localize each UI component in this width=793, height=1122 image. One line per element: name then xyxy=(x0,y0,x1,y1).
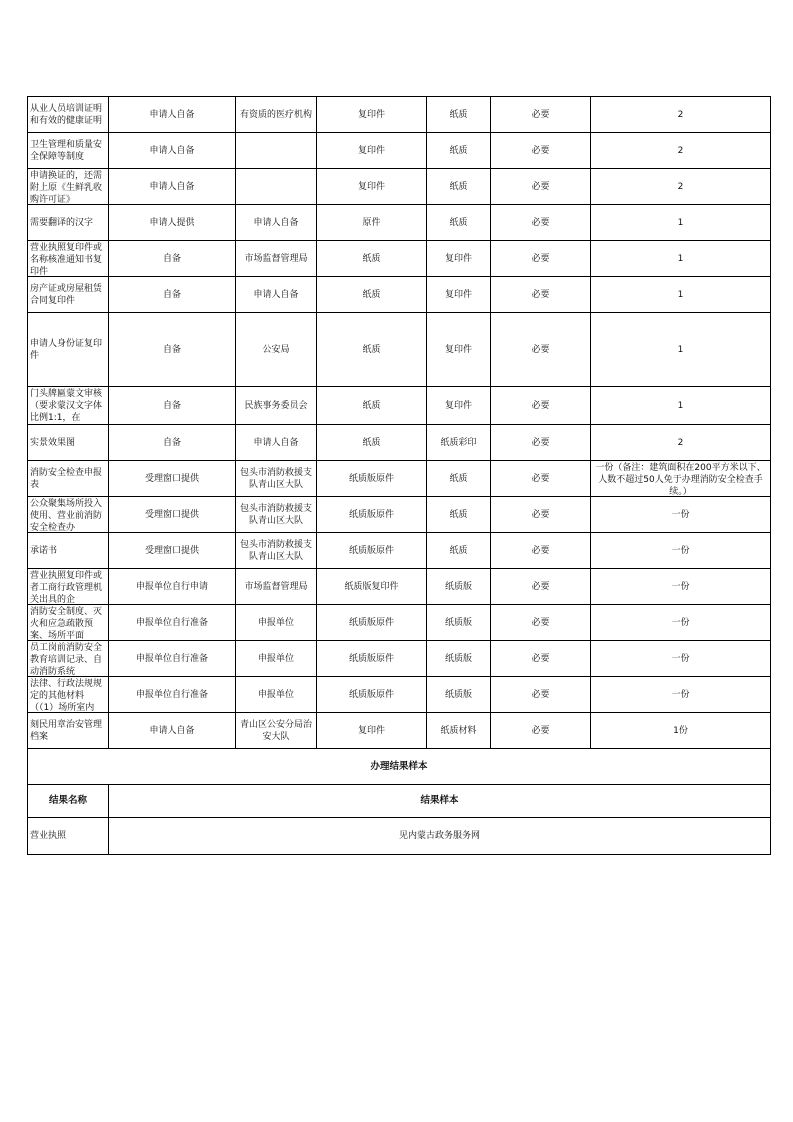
material-row xyxy=(28,277,771,313)
result-sample: 见内蒙古政务服务网 xyxy=(109,818,771,855)
material-required xyxy=(491,677,591,713)
material-medium-text: 纸质材料 xyxy=(440,725,477,736)
material-name-text: 消防安全检查申报表 xyxy=(30,467,103,490)
material-medium-text: 纸质版 xyxy=(444,617,472,628)
material-medium xyxy=(427,97,491,133)
material-row xyxy=(28,533,771,569)
material-format-text: 纸质 xyxy=(362,400,381,411)
material-medium-text: 纸质 xyxy=(449,145,468,156)
material-required-text: 必要 xyxy=(531,217,550,228)
material-row xyxy=(28,569,771,605)
material-format-text: 原件 xyxy=(362,217,381,228)
material-source-text: 申请人自备 xyxy=(149,145,195,156)
material-provider xyxy=(236,533,317,569)
material-name-text: 实景效果图 xyxy=(30,437,76,448)
material-name-text: 消防安全制度、灭火和应急疏散预案、场所平面 xyxy=(30,606,103,640)
material-medium xyxy=(427,713,491,749)
material-source-text: 申请人自备 xyxy=(149,181,195,192)
material-row xyxy=(28,387,771,425)
material-quantity xyxy=(591,387,771,425)
material-required xyxy=(491,533,591,569)
material-required-text: 必要 xyxy=(531,545,550,556)
material-name-text: 卫生管理和质量安全保障等制度 xyxy=(30,139,103,162)
material-medium xyxy=(427,461,491,497)
material-row xyxy=(28,641,771,677)
material-row xyxy=(28,205,771,241)
material-provider-text: 包头市消防救援支队青山区大队 xyxy=(239,539,312,562)
material-medium xyxy=(427,605,491,641)
result-row xyxy=(28,818,771,855)
material-provider-text: 有资质的医疗机构 xyxy=(239,109,312,120)
material-name xyxy=(28,713,109,749)
material-format xyxy=(317,677,427,713)
material-name xyxy=(28,205,109,241)
material-medium xyxy=(427,241,491,277)
material-medium-text: 纸质版 xyxy=(444,581,472,592)
material-required xyxy=(491,641,591,677)
material-format xyxy=(317,533,427,569)
material-provider-text: 申报单位 xyxy=(257,617,294,628)
material-quantity xyxy=(591,313,771,387)
material-provider-text: 青山区公安分局治安大队 xyxy=(239,719,312,742)
material-medium xyxy=(427,641,491,677)
material-format-text: 纸质 xyxy=(362,344,381,355)
material-source-text: 申报单位自行准备 xyxy=(135,689,208,700)
material-source xyxy=(109,425,236,461)
material-row xyxy=(28,713,771,749)
material-medium-text: 纸质 xyxy=(449,181,468,192)
material-provider xyxy=(236,205,317,241)
material-quantity xyxy=(591,497,771,533)
material-required-text: 必要 xyxy=(531,344,550,355)
material-provider xyxy=(236,241,317,277)
material-source xyxy=(109,641,236,677)
material-quantity-text: 2 xyxy=(677,109,684,120)
material-source xyxy=(109,605,236,641)
material-row xyxy=(28,169,771,205)
material-source-text: 自备 xyxy=(162,437,181,448)
material-medium-text: 复印件 xyxy=(444,344,472,355)
material-row xyxy=(28,677,771,713)
material-source xyxy=(109,313,236,387)
result-name: 营业执照 xyxy=(28,818,109,855)
material-name-text: 从业人员培训证明和有效的健康证明 xyxy=(30,103,103,126)
material-row xyxy=(28,461,771,497)
material-quantity-text: 2 xyxy=(677,145,684,156)
material-medium xyxy=(427,533,491,569)
material-provider xyxy=(236,605,317,641)
material-name-text: 房产证或房屋租赁合同复印件 xyxy=(30,283,103,306)
material-quantity-text: 一份 xyxy=(671,689,690,700)
material-source-text: 受理窗口提供 xyxy=(144,473,199,484)
material-name xyxy=(28,425,109,461)
material-name xyxy=(28,313,109,387)
material-format-text: 复印件 xyxy=(357,725,385,736)
material-name-text: 公众聚集场所投入使用、营业前消防安全检查办 xyxy=(30,498,103,532)
material-format xyxy=(317,97,427,133)
material-source-text: 自备 xyxy=(162,253,181,264)
material-source-text: 自备 xyxy=(162,400,181,411)
material-source-text: 申请人提供 xyxy=(149,217,195,228)
material-provider xyxy=(236,641,317,677)
material-provider-text: 市场监督管理局 xyxy=(244,253,308,264)
material-name xyxy=(28,241,109,277)
result-name-header: 结果名称 xyxy=(28,785,109,818)
material-provider-text: 申报单位 xyxy=(257,689,294,700)
material-format-text: 纸质 xyxy=(362,289,381,300)
material-required xyxy=(491,569,591,605)
material-provider xyxy=(236,569,317,605)
material-name-text: 刻民用章治安管理档案 xyxy=(30,719,103,742)
result-sample-header: 结果样本 xyxy=(109,785,771,818)
material-source-text: 申请人自备 xyxy=(149,725,195,736)
material-quantity-text: 一份 xyxy=(671,581,690,592)
material-quantity xyxy=(591,641,771,677)
result-section-title: 办理结果样本 xyxy=(28,749,771,785)
material-medium xyxy=(427,497,491,533)
material-provider-text: 申请人自备 xyxy=(253,289,299,300)
result-header-row xyxy=(28,785,771,818)
material-name xyxy=(28,497,109,533)
material-row xyxy=(28,497,771,533)
material-provider-text: 申请人自备 xyxy=(253,217,299,228)
material-name xyxy=(28,277,109,313)
material-medium xyxy=(427,677,491,713)
material-medium-text: 纸质版 xyxy=(444,653,472,664)
material-medium xyxy=(427,387,491,425)
material-format xyxy=(317,425,427,461)
material-quantity-text: 1 xyxy=(677,289,684,300)
material-medium xyxy=(427,205,491,241)
material-format-text: 纸质版原件 xyxy=(348,545,394,556)
material-source xyxy=(109,497,236,533)
material-name xyxy=(28,605,109,641)
material-name-text: 申请人身份证复印件 xyxy=(30,338,103,361)
material-format xyxy=(317,713,427,749)
material-provider xyxy=(236,97,317,133)
material-source xyxy=(109,713,236,749)
material-format xyxy=(317,205,427,241)
material-format xyxy=(317,497,427,533)
material-medium-text: 纸质 xyxy=(449,545,468,556)
material-source xyxy=(109,461,236,497)
material-name-text: 需要翻译的汉字 xyxy=(30,217,94,228)
material-provider xyxy=(236,313,317,387)
material-format xyxy=(317,569,427,605)
material-quantity-text: 1 xyxy=(677,253,684,264)
material-quantity-text: 一份 xyxy=(671,509,690,520)
material-format xyxy=(317,277,427,313)
material-required-text: 必要 xyxy=(531,617,550,628)
material-provider xyxy=(236,461,317,497)
material-required-text: 必要 xyxy=(531,689,550,700)
material-quantity-text: 一份 xyxy=(671,545,690,556)
material-source xyxy=(109,241,236,277)
material-source xyxy=(109,133,236,169)
material-medium xyxy=(427,313,491,387)
material-name-text: 营业执照复印件或者工商行政管理机关出具的企 xyxy=(30,570,103,604)
material-name xyxy=(28,97,109,133)
material-medium-text: 纸质 xyxy=(449,109,468,120)
material-name-text: 门头牌匾蒙文审核（要求蒙汉文字体比例1:1，在 xyxy=(30,388,103,423)
material-row xyxy=(28,133,771,169)
material-provider-text: 公安局 xyxy=(262,344,290,355)
material-source-text: 申报单位自行准备 xyxy=(135,653,208,664)
material-quantity-text: 1 xyxy=(677,217,684,228)
material-format-text: 纸质版原件 xyxy=(348,509,394,520)
material-required-text: 必要 xyxy=(531,289,550,300)
material-quantity-text: 一份（备注：建筑面积在200平方米以下、人数不超过50人免于办理消防安全检查手续。） xyxy=(595,462,766,496)
material-source-text: 自备 xyxy=(162,289,181,300)
material-provider xyxy=(236,133,317,169)
material-format-text: 复印件 xyxy=(357,181,385,192)
material-quantity xyxy=(591,533,771,569)
material-name xyxy=(28,533,109,569)
material-name-text: 承诺书 xyxy=(30,545,58,556)
material-quantity xyxy=(591,713,771,749)
material-source-text: 申报单位自行准备 xyxy=(135,617,208,628)
material-quantity xyxy=(591,277,771,313)
material-format-text: 纸质版原件 xyxy=(348,689,394,700)
material-required-text: 必要 xyxy=(531,400,550,411)
material-provider xyxy=(236,677,317,713)
material-required-text: 必要 xyxy=(531,509,550,520)
material-medium xyxy=(427,169,491,205)
material-format xyxy=(317,461,427,497)
material-quantity-text: 一份 xyxy=(671,617,690,628)
material-provider xyxy=(236,169,317,205)
material-format xyxy=(317,241,427,277)
material-source-text: 申请人自备 xyxy=(149,109,195,120)
material-quantity-text: 1 xyxy=(677,344,684,355)
material-medium-text: 纸质 xyxy=(449,509,468,520)
material-required-text: 必要 xyxy=(531,653,550,664)
material-row xyxy=(28,97,771,133)
material-source xyxy=(109,169,236,205)
material-quantity-text: 1 xyxy=(677,400,684,411)
material-name xyxy=(28,133,109,169)
material-required xyxy=(491,133,591,169)
material-format-text: 纸质版复印件 xyxy=(344,581,399,592)
material-format xyxy=(317,133,427,169)
material-provider xyxy=(236,497,317,533)
material-row xyxy=(28,425,771,461)
material-medium-text: 纸质彩印 xyxy=(440,437,477,448)
material-provider-text: 包头市消防救援支队青山区大队 xyxy=(239,467,312,490)
material-medium xyxy=(427,277,491,313)
material-format-text: 纸质版原件 xyxy=(348,617,394,628)
material-provider-text: 市场监督管理局 xyxy=(244,581,308,592)
material-required-text: 必要 xyxy=(531,581,550,592)
material-format-text: 纸质版原件 xyxy=(348,653,394,664)
material-provider xyxy=(236,277,317,313)
material-required xyxy=(491,461,591,497)
material-format-text: 复印件 xyxy=(357,145,385,156)
material-source xyxy=(109,387,236,425)
material-name xyxy=(28,461,109,497)
material-source-text: 受理窗口提供 xyxy=(144,509,199,520)
material-format xyxy=(317,605,427,641)
material-name-text: 员工岗前消防安全教育培训记录、自动消防系统 xyxy=(30,642,103,676)
material-format xyxy=(317,169,427,205)
material-medium-text: 复印件 xyxy=(444,253,472,264)
material-name xyxy=(28,641,109,677)
material-medium xyxy=(427,425,491,461)
material-provider xyxy=(236,713,317,749)
result-section-title-row xyxy=(28,749,771,785)
material-medium-text: 纸质版 xyxy=(444,689,472,700)
material-required xyxy=(491,313,591,387)
material-quantity xyxy=(591,241,771,277)
material-name-text: 法律、行政法规规定的其他材料（（1）场所室内 xyxy=(30,678,103,712)
material-required xyxy=(491,497,591,533)
material-required-text: 必要 xyxy=(531,109,550,120)
material-row xyxy=(28,313,771,387)
material-format xyxy=(317,387,427,425)
material-row xyxy=(28,605,771,641)
material-format xyxy=(317,313,427,387)
material-required-text: 必要 xyxy=(531,725,550,736)
material-required xyxy=(491,169,591,205)
material-source-text: 受理窗口提供 xyxy=(144,545,199,556)
document-page xyxy=(27,96,770,855)
material-quantity-text: 2 xyxy=(677,437,684,448)
material-quantity xyxy=(591,569,771,605)
material-name xyxy=(28,387,109,425)
material-quantity xyxy=(591,133,771,169)
material-required xyxy=(491,97,591,133)
material-source xyxy=(109,97,236,133)
material-medium xyxy=(427,133,491,169)
material-provider-text: 申请人自备 xyxy=(253,437,299,448)
material-name xyxy=(28,169,109,205)
material-source xyxy=(109,205,236,241)
material-required-text: 必要 xyxy=(531,181,550,192)
material-quantity xyxy=(591,605,771,641)
material-quantity xyxy=(591,97,771,133)
material-provider-text: 申报单位 xyxy=(257,653,294,664)
material-required-text: 必要 xyxy=(531,145,550,156)
material-name-text: 申请换证的，还需附上原《生鲜乳收购许可证》 xyxy=(30,170,103,204)
material-required xyxy=(491,387,591,425)
material-required xyxy=(491,277,591,313)
material-quantity xyxy=(591,461,771,497)
material-provider xyxy=(236,425,317,461)
materials-table xyxy=(27,96,771,855)
material-medium xyxy=(427,569,491,605)
material-medium-text: 复印件 xyxy=(444,400,472,411)
material-quantity xyxy=(591,425,771,461)
material-quantity xyxy=(591,677,771,713)
material-format-text: 纸质 xyxy=(362,253,381,264)
material-format-text: 纸质版原件 xyxy=(348,473,394,484)
material-quantity xyxy=(591,205,771,241)
material-medium-text: 纸质 xyxy=(449,473,468,484)
material-provider-text: 包头市消防救援支队青山区大队 xyxy=(239,503,312,526)
material-name xyxy=(28,677,109,713)
material-required-text: 必要 xyxy=(531,437,550,448)
material-source xyxy=(109,277,236,313)
material-medium-text: 纸质 xyxy=(449,217,468,228)
material-format-text: 纸质 xyxy=(362,437,381,448)
material-provider-text: 民族事务委员会 xyxy=(244,400,308,411)
material-quantity-text: 1份 xyxy=(673,725,688,736)
material-format-text: 复印件 xyxy=(357,109,385,120)
material-source-text: 申报单位自行申请 xyxy=(135,581,208,592)
material-row xyxy=(28,241,771,277)
material-required-text: 必要 xyxy=(531,473,550,484)
material-source-text: 自备 xyxy=(162,344,181,355)
material-provider xyxy=(236,387,317,425)
material-source xyxy=(109,533,236,569)
material-quantity-text: 2 xyxy=(677,181,684,192)
material-quantity-text: 一份 xyxy=(671,653,690,664)
material-name xyxy=(28,569,109,605)
material-format xyxy=(317,641,427,677)
material-required xyxy=(491,205,591,241)
material-quantity xyxy=(591,169,771,205)
material-name-text: 营业执照复印件或名称核准通知书复印件 xyxy=(30,242,103,276)
material-required xyxy=(491,713,591,749)
material-required xyxy=(491,605,591,641)
material-source xyxy=(109,677,236,713)
material-required xyxy=(491,241,591,277)
material-required xyxy=(491,425,591,461)
material-source xyxy=(109,569,236,605)
material-required-text: 必要 xyxy=(531,253,550,264)
material-medium-text: 复印件 xyxy=(444,289,472,300)
